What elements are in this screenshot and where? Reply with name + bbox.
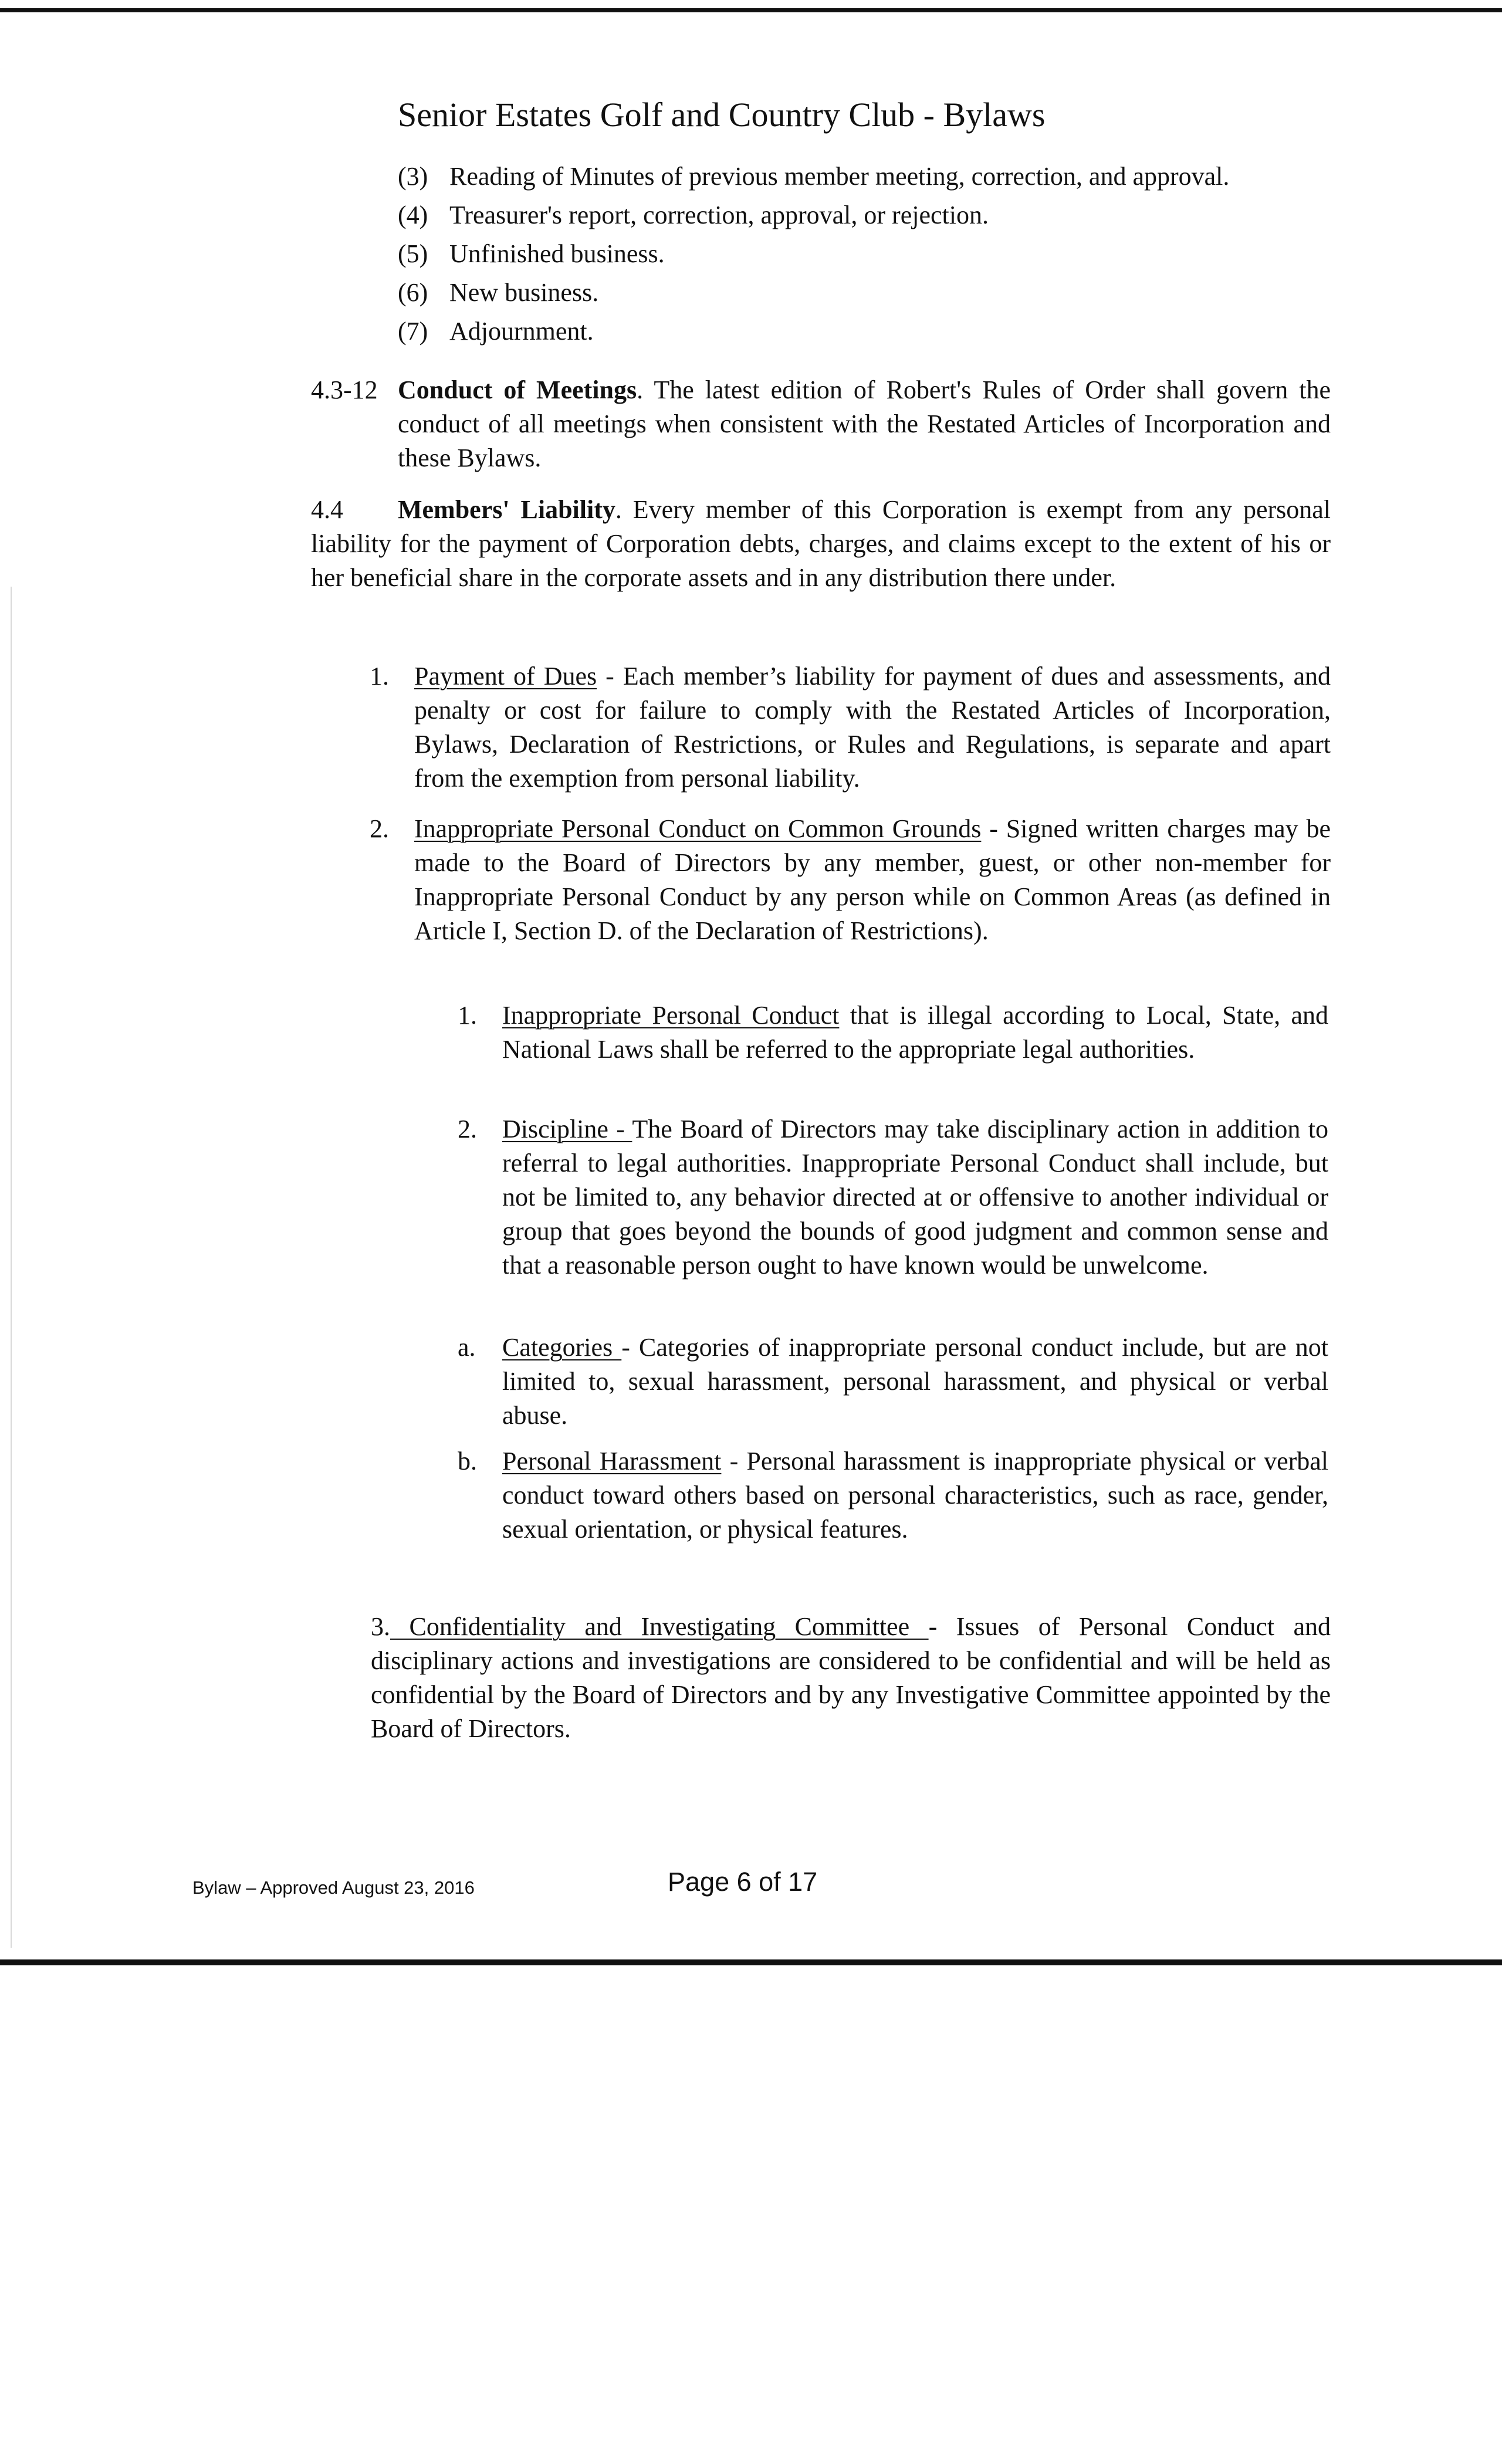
- item-title: Discipline -: [502, 1115, 632, 1143]
- agenda-item-number: (4): [398, 201, 428, 229]
- item-title: Personal Harassment: [502, 1447, 722, 1475]
- footer-approved-date: Bylaw – Approved August 23, 2016: [192, 1877, 475, 1898]
- personal-harassment-item: [458, 1444, 1328, 1546]
- item-title: Confidentiality and Investigating Committee: [390, 1612, 929, 1641]
- footer-page-number: Page 6 of 17: [668, 1867, 818, 1897]
- agenda-item-text: New business.: [449, 278, 599, 307]
- item-body: - Personal harassment is inappropriate physical or verbal conduct toward others based on personal characteristics, such as race, gender, sexual orientation, or physical features.: [502, 1447, 1329, 1544]
- item-title: Payment of Dues: [414, 662, 597, 691]
- item-marker: a.: [458, 1333, 476, 1362]
- item-body: - Issues of Personal Conduct and disciplinary actions and investigations are considered to be confidential and will be held as confidential by the Board of Directors and by any Investigative Committee appointed by the Board of Directors.: [371, 1612, 1331, 1743]
- item-marker: b.: [458, 1447, 477, 1475]
- scan-edge-line: [11, 587, 12, 1948]
- section-text: . Every member of this Corporation is exempt from any personal liability for the payment of Corporation debts, charges, and claims except to the extent of his or her beneficial share in the corporate assets and in any distribution there under.: [311, 495, 1331, 592]
- item-body: - Each member’s liability for payment of dues and assessments, and penalty or cost for failure to comply with the Restated Articles of Incorporation, Bylaws, Declaration of Restrictions, or Rules and Regulations, is separate and apart from the exemption from personal liability.: [414, 662, 1331, 793]
- item-text: [414, 812, 1331, 948]
- agenda-item-text: Unfinished business.: [449, 239, 665, 268]
- section-number: 4.3-12: [311, 375, 378, 404]
- item-title: Inappropriate Personal Conduct on Common Grounds: [414, 814, 982, 843]
- agenda-item-number: (5): [398, 239, 428, 268]
- section-4-4: [311, 493, 1331, 595]
- item-text: [414, 659, 1331, 796]
- section-heading: Conduct of Meetings: [398, 375, 637, 404]
- agenda-item: [398, 237, 1337, 276]
- item-body: The Board of Directors may take disciplinary action in addition to referral to legal authorities. Inappropriate Personal Conduct shall include, but not be limited to, any behavior directed at or offensive to another individual or group that goes beyond the bounds of good judgment and common sense and that a reasonable person ought to have known would be unwelcome.: [502, 1115, 1328, 1280]
- item-title: Categories: [502, 1333, 622, 1362]
- item-text: [502, 999, 1328, 1067]
- illegal-conduct-item: [458, 999, 1328, 1067]
- item-marker: 2.: [458, 1115, 477, 1143]
- section-text: . The latest edition of Robert's Rules of Order shall govern the conduct of all meetings when consistent with the Restated Articles of Incorporation and these Bylaws.: [398, 375, 1331, 472]
- item-text: [502, 1331, 1328, 1433]
- discipline-item: [458, 1112, 1328, 1282]
- item-title: Inappropriate Personal Conduct: [502, 1001, 840, 1030]
- item-text: [502, 1112, 1328, 1282]
- item-body: - Signed written charges may be made to the Board of Directors by any member, guest, or other non-member for Inappropriate Personal Conduct by any person while on Common Areas (as defined in Article I, Section D. of the Declaration of Restrictions).: [414, 814, 1331, 945]
- item-text: [502, 1444, 1328, 1546]
- agenda-item: [398, 160, 1337, 198]
- agenda-item: [398, 198, 1337, 237]
- item-marker: 1.: [370, 662, 389, 691]
- section-body: [398, 373, 1331, 475]
- confidentiality-item: [371, 1610, 1331, 1746]
- item-marker: 2.: [370, 814, 389, 843]
- agenda-item-number: (6): [398, 278, 428, 307]
- bottom-border-rule: [0, 1959, 1502, 1965]
- categories-item: [458, 1331, 1328, 1433]
- section-4-3-12: [311, 373, 1331, 475]
- section-number: 4.4: [311, 495, 343, 524]
- agenda-item: [398, 276, 1337, 314]
- agenda-item-number: (3): [398, 162, 428, 191]
- inappropriate-conduct-item: [370, 812, 1331, 948]
- agenda-list: [398, 160, 1337, 353]
- item-body: - Categories of inappropriate personal conduct include, but are not limited to, sexual harassment, personal harassment, and physical or verbal abuse.: [502, 1333, 1328, 1430]
- item-marker: 1.: [458, 1001, 477, 1030]
- agenda-item-text: Reading of Minutes of previous member meeting, correction, and approval.: [449, 162, 1230, 191]
- top-border-rule: [0, 8, 1502, 12]
- payment-of-dues-item: [370, 659, 1331, 796]
- agenda-item-text: Adjournment.: [449, 317, 594, 346]
- page-title: Senior Estates Golf and Country Club - Bylaws: [398, 96, 1046, 134]
- agenda-item-text: Treasurer's report, correction, approval, or rejection.: [449, 201, 989, 229]
- agenda-item-number: (7): [398, 317, 428, 346]
- section-heading: Members' Liability: [398, 495, 615, 524]
- item-body: that is illegal according to Local, State, and National Laws shall be referred to the appropriate legal authorities.: [502, 1001, 1329, 1064]
- agenda-item: [398, 314, 1337, 353]
- item-marker: 3.: [371, 1612, 390, 1641]
